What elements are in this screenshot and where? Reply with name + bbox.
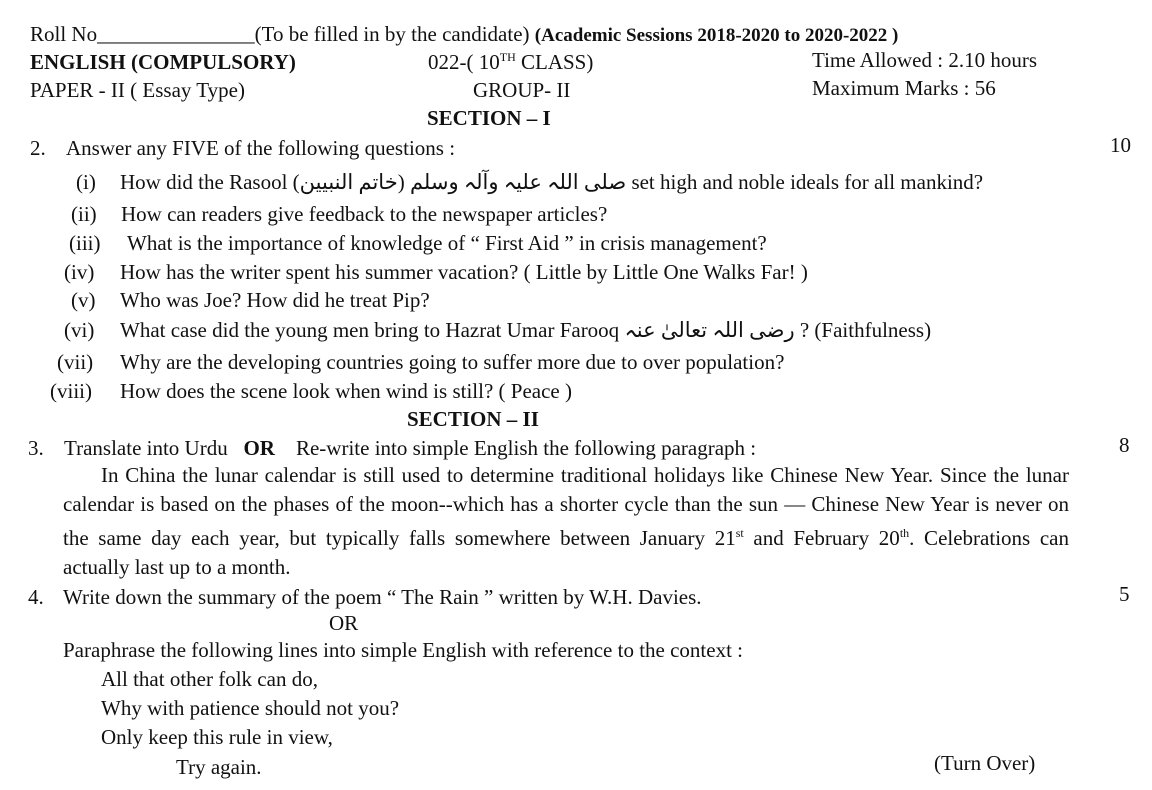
section-1-title: SECTION – I <box>427 106 551 130</box>
paraphrase-instruction: Paraphrase the following lines into simple English with reference to the context : <box>63 638 743 662</box>
item-text: What is the importance of knowledge of “ First Aid ” in crisis management? <box>127 231 767 255</box>
list-item <box>71 288 430 313</box>
item-number: (v) <box>71 288 96 312</box>
item-text: How does the scene look when wind is still? ( Peace ) <box>120 379 572 403</box>
section-2-title: SECTION – II <box>407 407 539 431</box>
item-text: Why are the developing countries going to suffer more due to over population? <box>120 350 785 374</box>
question-4-number: 4. <box>28 585 44 609</box>
item-text: How can readers give feedback to the newspaper articles? <box>121 202 608 226</box>
question-3-marks: 8 <box>1119 433 1130 457</box>
poem-line: Why with patience should not you? <box>101 696 400 720</box>
question-2-number: 2. <box>30 136 46 160</box>
question-2-marks: 10 <box>1110 133 1131 157</box>
item-text: What case did the young men bring to Hazrat Umar Farooq رضی اللہ تعالیٰ عنہ ? (Faithfulness) <box>120 318 932 342</box>
subject-title: ENGLISH (COMPULSORY) <box>30 50 296 74</box>
translation-paragraph: In China the lunar calendar is still used to determine traditional holidays like Chinese New Year. Since the lunar calendar is based on the phases of the moon--which has a shorter cycle than the sun — Chinese New Year is never on the same day each year, but typically falls somewhere between January 21st and February 20th. Celebrations can actually last up to a month. <box>63 463 1069 579</box>
roll-note: (To be filled in by the candidate) <box>254 22 530 46</box>
item-text: How has the writer spent his summer vacation? ( Little by Little One Walks Far! ) <box>120 260 808 284</box>
question-4-marks: 5 <box>1119 582 1130 606</box>
roll-number-line <box>30 22 898 48</box>
turn-over-note: (Turn Over) <box>934 751 1036 775</box>
poem-line: Only keep this rule in view, <box>101 725 333 749</box>
or-label: OR <box>243 436 275 460</box>
list-item <box>76 170 983 195</box>
paper-type: PAPER - II ( Essay Type) <box>30 78 245 102</box>
question-3-text: Translate into Urdu OR Re-write into simple English the following paragraph : <box>64 436 757 460</box>
item-number: (vi) <box>64 318 95 342</box>
poem-line: All that other folk can do, <box>101 667 318 691</box>
item-number: (iv) <box>64 260 95 284</box>
maximum-marks: Maximum Marks : 56 <box>812 76 996 100</box>
question-2-text: Answer any FIVE of the following questions : <box>66 136 456 160</box>
roll-label: Roll No <box>30 22 98 46</box>
list-item <box>57 350 784 375</box>
item-number: (iii) <box>69 231 101 255</box>
academic-sessions: (Academic Sessions 2018-2020 to 2020-2022 ) <box>534 25 899 46</box>
item-number: (ii) <box>71 202 97 226</box>
class-code: 022-( 10TH CLASS) <box>428 50 594 74</box>
item-text: Who was Joe? How did he treat Pip? <box>120 288 430 312</box>
item-number: (vii) <box>57 350 94 374</box>
or-divider: OR <box>329 611 359 635</box>
group-label: GROUP- II <box>473 78 571 102</box>
item-number: (i) <box>76 170 96 194</box>
item-number: (viii) <box>50 379 92 403</box>
question-4-text: Write down the summary of the poem “ The Rain ” written by W.H. Davies. <box>63 585 702 609</box>
list-item <box>64 260 808 285</box>
time-allowed: Time Allowed : 2.10 hours <box>812 48 1037 72</box>
list-item <box>64 318 931 343</box>
list-item <box>71 202 607 227</box>
list-item <box>69 231 767 256</box>
list-item <box>50 379 572 404</box>
roll-blank: _______________ <box>97 22 255 46</box>
question-3-number: 3. <box>28 436 44 460</box>
item-text: How did the Rasool (خاتم النبیین) صلی اللہ علیہ وآلہ وسلم set high and noble ideals for all mankind? <box>120 170 984 194</box>
poem-line: Try again. <box>176 755 262 779</box>
